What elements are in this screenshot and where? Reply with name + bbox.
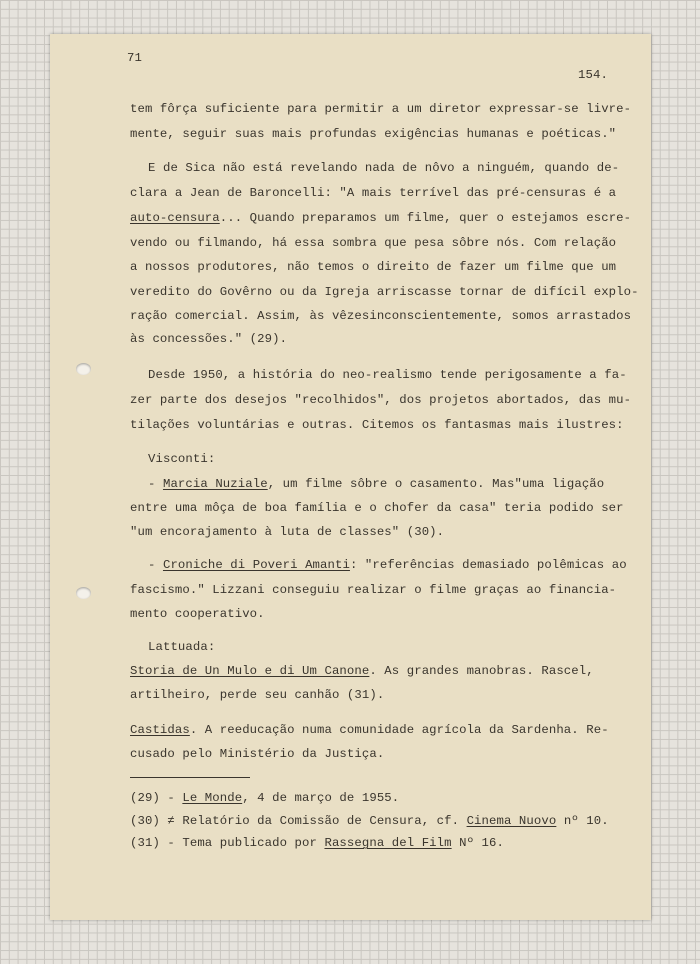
text-line: artilheiro, perde seu canhão (31).: [130, 688, 385, 702]
source-title: Cinema Nuovo: [466, 814, 557, 828]
text-line: [148, 558, 627, 572]
text-line: E de Sica não está revelando nada de nôvo a ninguém, quando de-: [148, 161, 620, 175]
text-line: mento cooperativo.: [130, 607, 265, 621]
text-line: Desde 1950, a história do neo-realismo tende perigosamente a fa-: [148, 368, 627, 382]
film-title: Marcia Nuziale: [162, 477, 268, 491]
page-number: 154.: [578, 68, 608, 82]
source-title: Rassegna del Film: [324, 836, 452, 850]
text-span: ... Quando preparamos um filme, quer o estejamos escre-: [219, 211, 632, 225]
text-line: entre uma môça de boa família e o chofer da casa" teria podido ser: [130, 501, 624, 515]
footnote-29: [130, 791, 399, 805]
text-line: "um encorajamento à luta de classes" (30).: [130, 525, 445, 539]
source-title: Le Monde: [182, 791, 243, 805]
text-span: -: [148, 558, 163, 572]
text-line: ração comercial. Assim, às vêzesinconscientemente, somos arrastados: [130, 309, 632, 323]
text-line: [130, 211, 631, 225]
text-line: mente, seguir suas mais profundas exigências humanas e poéticas.": [130, 127, 617, 141]
film-title: Storia de Un Mulo e di Um Canone: [130, 664, 370, 678]
film-title: Castidas: [130, 723, 190, 737]
text-line: [148, 477, 604, 491]
text-line: vendo ou filmando, há essa sombra que pesa sôbre nós. Com relação: [130, 236, 617, 250]
text-line: zer parte dos desejos "recolhidos", dos projetos abortados, das mu-: [130, 393, 632, 407]
text-span: (30) ≠ Relatório da Comissão de Censura, cf.: [130, 814, 467, 828]
punch-hole: [76, 587, 91, 599]
text-span: : "referências demasiado polêmicas ao: [349, 558, 627, 572]
text-span: . A reeducação numa comunidade agrícola da Sardenha. Re-: [189, 723, 609, 737]
margin-number: 71: [127, 51, 142, 65]
text-line: às concessões." (29).: [130, 332, 288, 346]
document-page: [50, 34, 651, 920]
text-span: , 4 de março de 1955.: [242, 791, 400, 805]
punch-hole: [76, 363, 91, 375]
text-line: fascismo." Lizzani conseguiu realizar o filme graças ao financia-: [130, 583, 617, 597]
text-line: veredito do Govêrno ou da Igreja arriscasse tornar de difícil explo-: [130, 285, 639, 299]
text-line: clara a Jean de Baroncelli: "A mais terrível das pré-censuras é a: [130, 186, 617, 200]
text-span: -: [148, 477, 163, 491]
footnote-divider: [130, 777, 250, 778]
film-title: Croniche di Poveri Amanti: [162, 558, 350, 572]
text-span: (29) -: [130, 791, 183, 805]
footnote-30: [130, 814, 609, 828]
text-line: tem fôrça suficiente para permitir a um diretor expressar-se livre-: [130, 102, 632, 116]
underlined-term: auto-censura: [130, 211, 220, 225]
text-span: nº 10.: [556, 814, 609, 828]
section-label: Lattuada:: [148, 640, 216, 654]
text-line: tilações voluntárias e outras. Citemos os fantasmas mais ilustres:: [130, 418, 624, 432]
text-span: , um filme sôbre o casamento. Mas"uma ligação: [267, 477, 605, 491]
footnote-31: [130, 836, 504, 850]
text-line: [130, 664, 594, 678]
text-line: [130, 723, 609, 737]
section-label: Visconti:: [148, 452, 216, 466]
text-line: a nossos produtores, não temos o direito de fazer um filme que um: [130, 260, 617, 274]
text-line: cusado pelo Ministério da Justiça.: [130, 747, 385, 761]
text-span: (31) - Tema publicado por: [130, 836, 325, 850]
text-span: . As grandes manobras. Rascel,: [369, 664, 594, 678]
text-span: Nº 16.: [451, 836, 504, 850]
